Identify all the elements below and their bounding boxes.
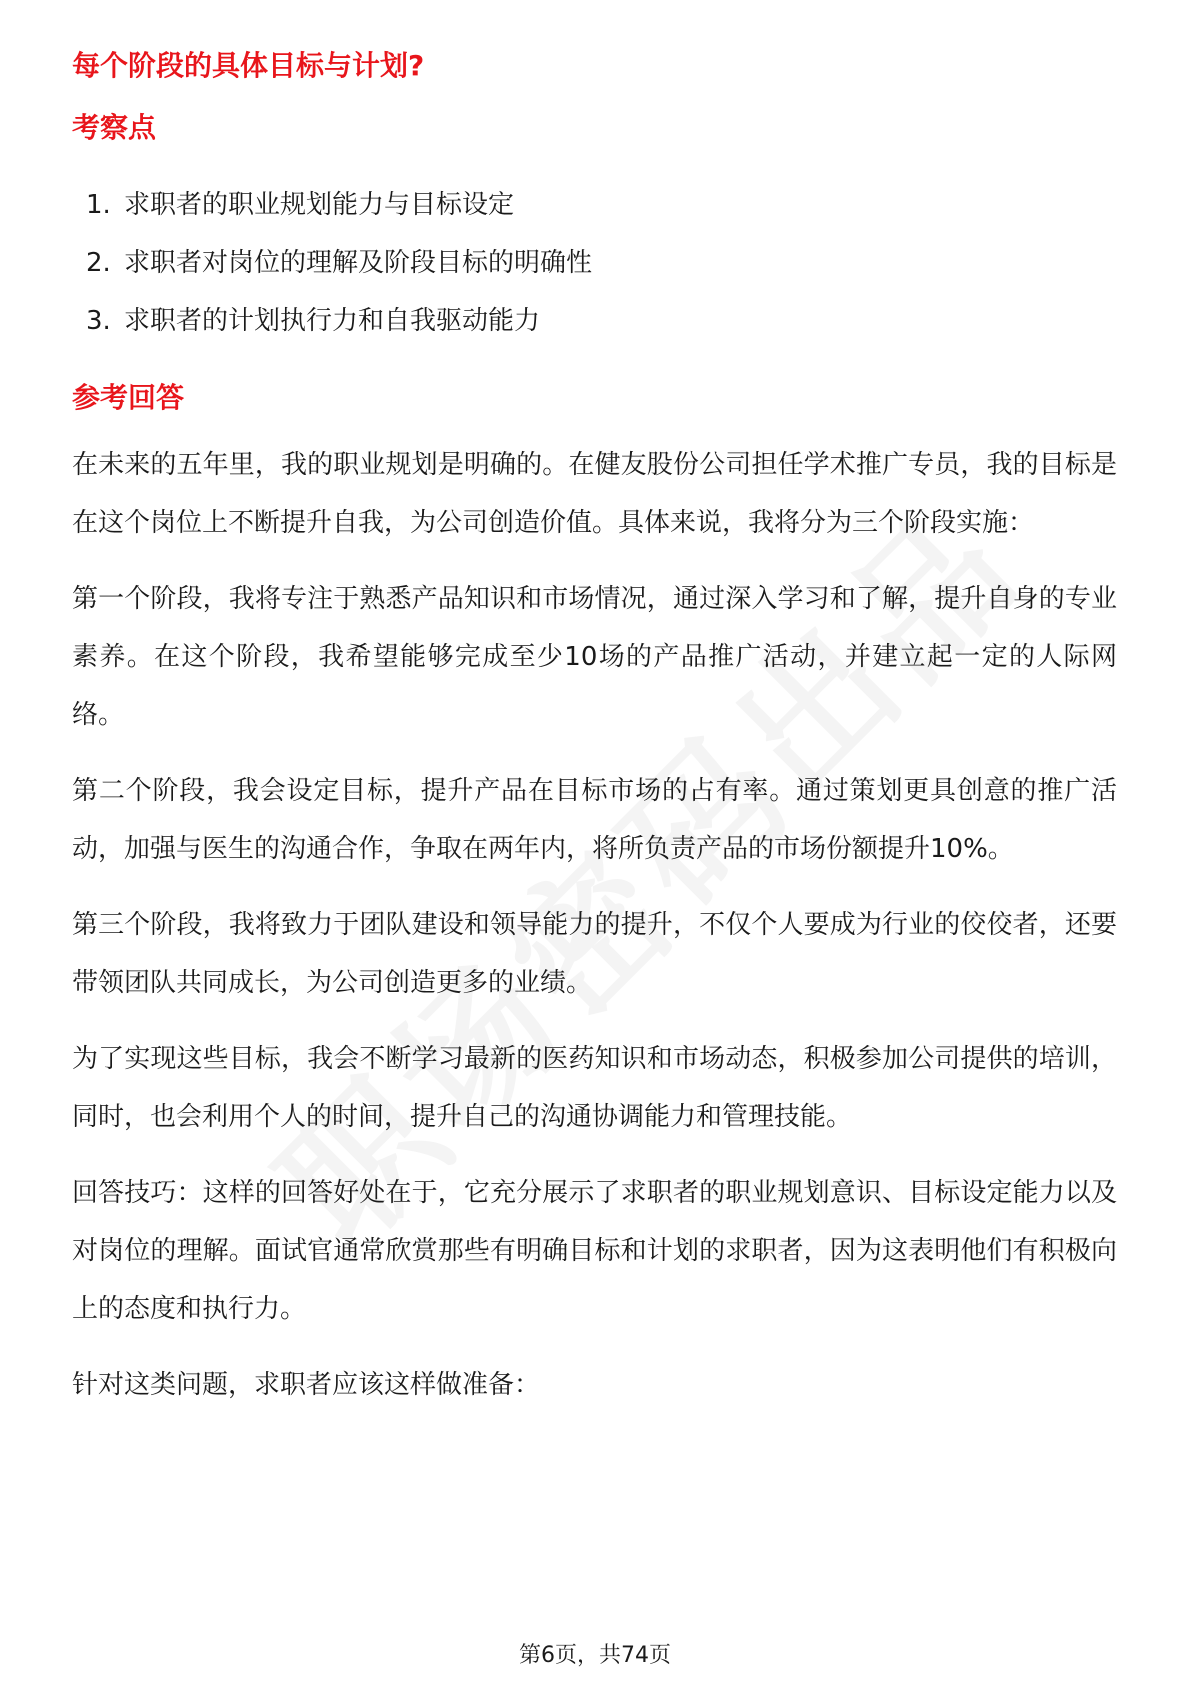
points-list: [72, 176, 1117, 350]
list-item-number: 1.: [86, 190, 111, 220]
answer-title: 参考回答: [72, 381, 185, 414]
list-item-number: 2.: [86, 248, 111, 278]
answer-tips-paragraph: 回答技巧：这样的回答好处在于，它充分展示了求职者的职业规划意识、目标设定能力以及对岗位的理解。面试官通常欣赏那些有明确目标和计划的求职者，因为这表明他们有积极向上的态度和执行力。: [72, 1178, 1117, 1324]
answer-paragraph-stage-1: 第一个阶段，我将专注于熟悉产品知识和市场情况，通过深入学习和了解，提升自身的专业素养。在这个阶段，我希望能够完成至少10场的产品推广活动，并建立起一定的人际网络。: [72, 584, 1117, 730]
points-title: 考察点: [72, 111, 157, 144]
answer-paragraph-intro: 在未来的五年里，我的职业规划是明确的。在健友股份公司担任学术推广专员，我的目标是在这个岗位上不断提升自我，为公司创造价值。具体来说，我将分为三个阶段实施：: [72, 450, 1117, 538]
list-item: [86, 292, 1117, 350]
list-item: [86, 234, 1117, 292]
list-item-text: 求职者的职业规划能力与目标设定: [124, 190, 515, 220]
answer-paragraph-stage-3: 第三个阶段，我将致力于团队建设和领导能力的提升，不仅个人要成为行业的佼佼者，还要带领团队共同成长，为公司创造更多的业绩。: [72, 910, 1117, 998]
question-heading: 每个阶段的具体目标与计划?: [72, 49, 425, 82]
answer-paragraph-plan: 为了实现这些目标，我会不断学习最新的医药知识和市场动态，积极参加公司提供的培训，同时，也会利用个人的时间，提升自己的沟通协调能力和管理技能。: [72, 1044, 1117, 1132]
list-item-number: 3.: [86, 306, 111, 336]
list-item: [86, 176, 1117, 234]
content-area: [72, 46, 1117, 1432]
page-number: 第6页，共74页: [519, 1643, 671, 1668]
preparation-paragraph: 针对这类问题，求职者应该这样做准备：: [72, 1370, 541, 1400]
list-item-text: 求职者的计划执行力和自我驱动能力: [124, 306, 541, 336]
list-item-text: 求职者对岗位的理解及阶段目标的明确性: [124, 248, 593, 278]
answer-paragraph-stage-2: 第二个阶段，我会设定目标，提升产品在目标市场的占有率。通过策划更具创意的推广活动，加强与医生的沟通合作，争取在两年内，将所负责产品的市场份额提升10%。: [72, 776, 1117, 864]
